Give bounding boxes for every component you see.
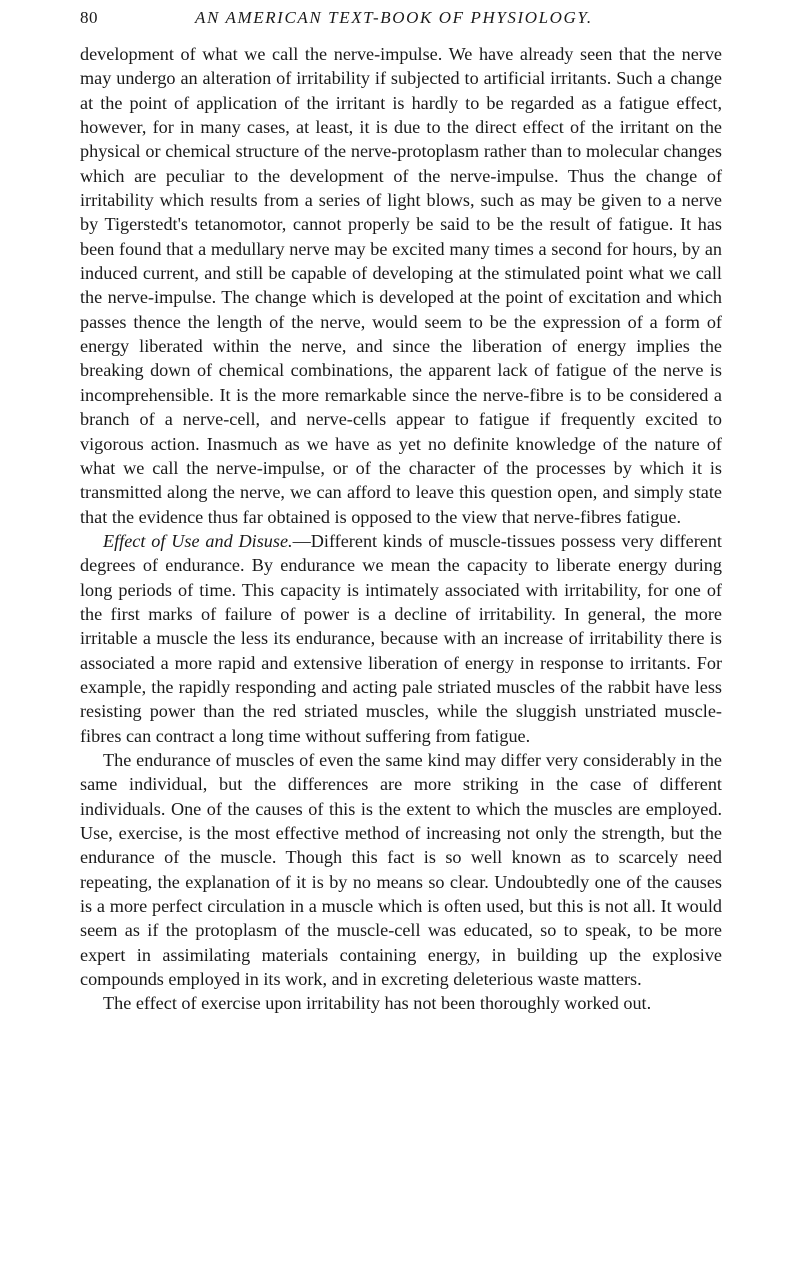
body-text bbox=[80, 42, 722, 1016]
paragraph-exercise-irritability: The effect of exercise upon irritability has not been thoroughly worked out. bbox=[103, 993, 652, 1014]
section-heading: Effect of Use and Disuse. bbox=[103, 530, 293, 551]
page-number: 80 bbox=[80, 8, 98, 27]
running-head-title: AN AMERICAN TEXT-BOOK OF PHYSIOLOGY. bbox=[195, 8, 593, 27]
paragraph-effect-of-use-text: —Different kinds of muscle-tissues possess very different degrees of endurance. By endurance we mean the capacity to liberate energy during long periods of time. This capacity is intimately associated with irritability, for one of the first marks of failure of power is a decline of irritability. In general, the more irritable a muscle the less its endurance, because with an increase of irritability there is associated a more rapid and extensive liberation of energy in response to irritants. For example, the rapidly responding and acting pale striated muscles of the rabbit have less resisting power than the red striated muscles, while the sluggish unstriated muscle-fibres can contract a long time without suffering from fatigue. bbox=[80, 530, 722, 746]
running-head bbox=[80, 8, 720, 34]
paragraph-effect-of-use bbox=[80, 529, 722, 748]
paragraph-nerve-fatigue: development of what we call the nerve-impulse. We have already seen that the nerve may undergo an alteration of irritability if subjected to artificial irritants. Such a change at the point of application of the irritant is hardly to be regarded as a fatigue effect, however, for in many cases, at least, it is due to the direct effect of the irritant on the physical or chemical structure of the nerve-protoplasm rather than to molecular changes which are peculiar to the development of the nerve-impulse. Thus the change of irritability which results from a series of light blows, such as may be given to a nerve by Tigerstedt's tetanomotor, cannot properly be said to be the result of fatigue. It has been found that a medullary nerve may be excited many times a second for hours, by an induced current, and still be capable of developing at the stimulated point what we call the nerve-impulse. The change which is developed at the point of excitation and which passes thence the length of the nerve, would seem to be the expression of a form of energy liberated within the nerve, and since the liberation of energy implies the breaking down of chemical combinations, the apparent lack of fatigue of the nerve is incomprehensible. It is the more remarkable since the nerve-fibre is to be considered a branch of a nerve-cell, and nerve-cells appear to fatigue if frequently excited to vigorous action. Inasmuch as we have as yet no definite knowledge of the nature of what we call the nerve-impulse, or of the character of the processes by which it is transmitted along the nerve, we can afford to leave this question open, and simply state that the evidence thus far obtained is opposed to the view that nerve-fibres fatigue. bbox=[80, 44, 722, 527]
paragraph-endurance: The endurance of muscles of even the same kind may differ very considerably in the same individual, but the differences are more striking in the case of different individuals. One of the causes of this is the extent to which the muscles are employed. Use, exercise, is the most effective method of increasing not only the strength, but the endurance of the muscle. Though this fact is so well known as to scarcely need repeating, the explanation of it is by no means so clear. Undoubtedly one of the causes is a more perfect circulation in a muscle which is often used, but this is not all. It would seem as if the protoplasm of the muscle-cell was educated, so to speak, to be more expert in assimilating materials containing energy, in building up the explosive compounds employed in its work, and in excreting deleterious waste matters. bbox=[80, 749, 722, 990]
